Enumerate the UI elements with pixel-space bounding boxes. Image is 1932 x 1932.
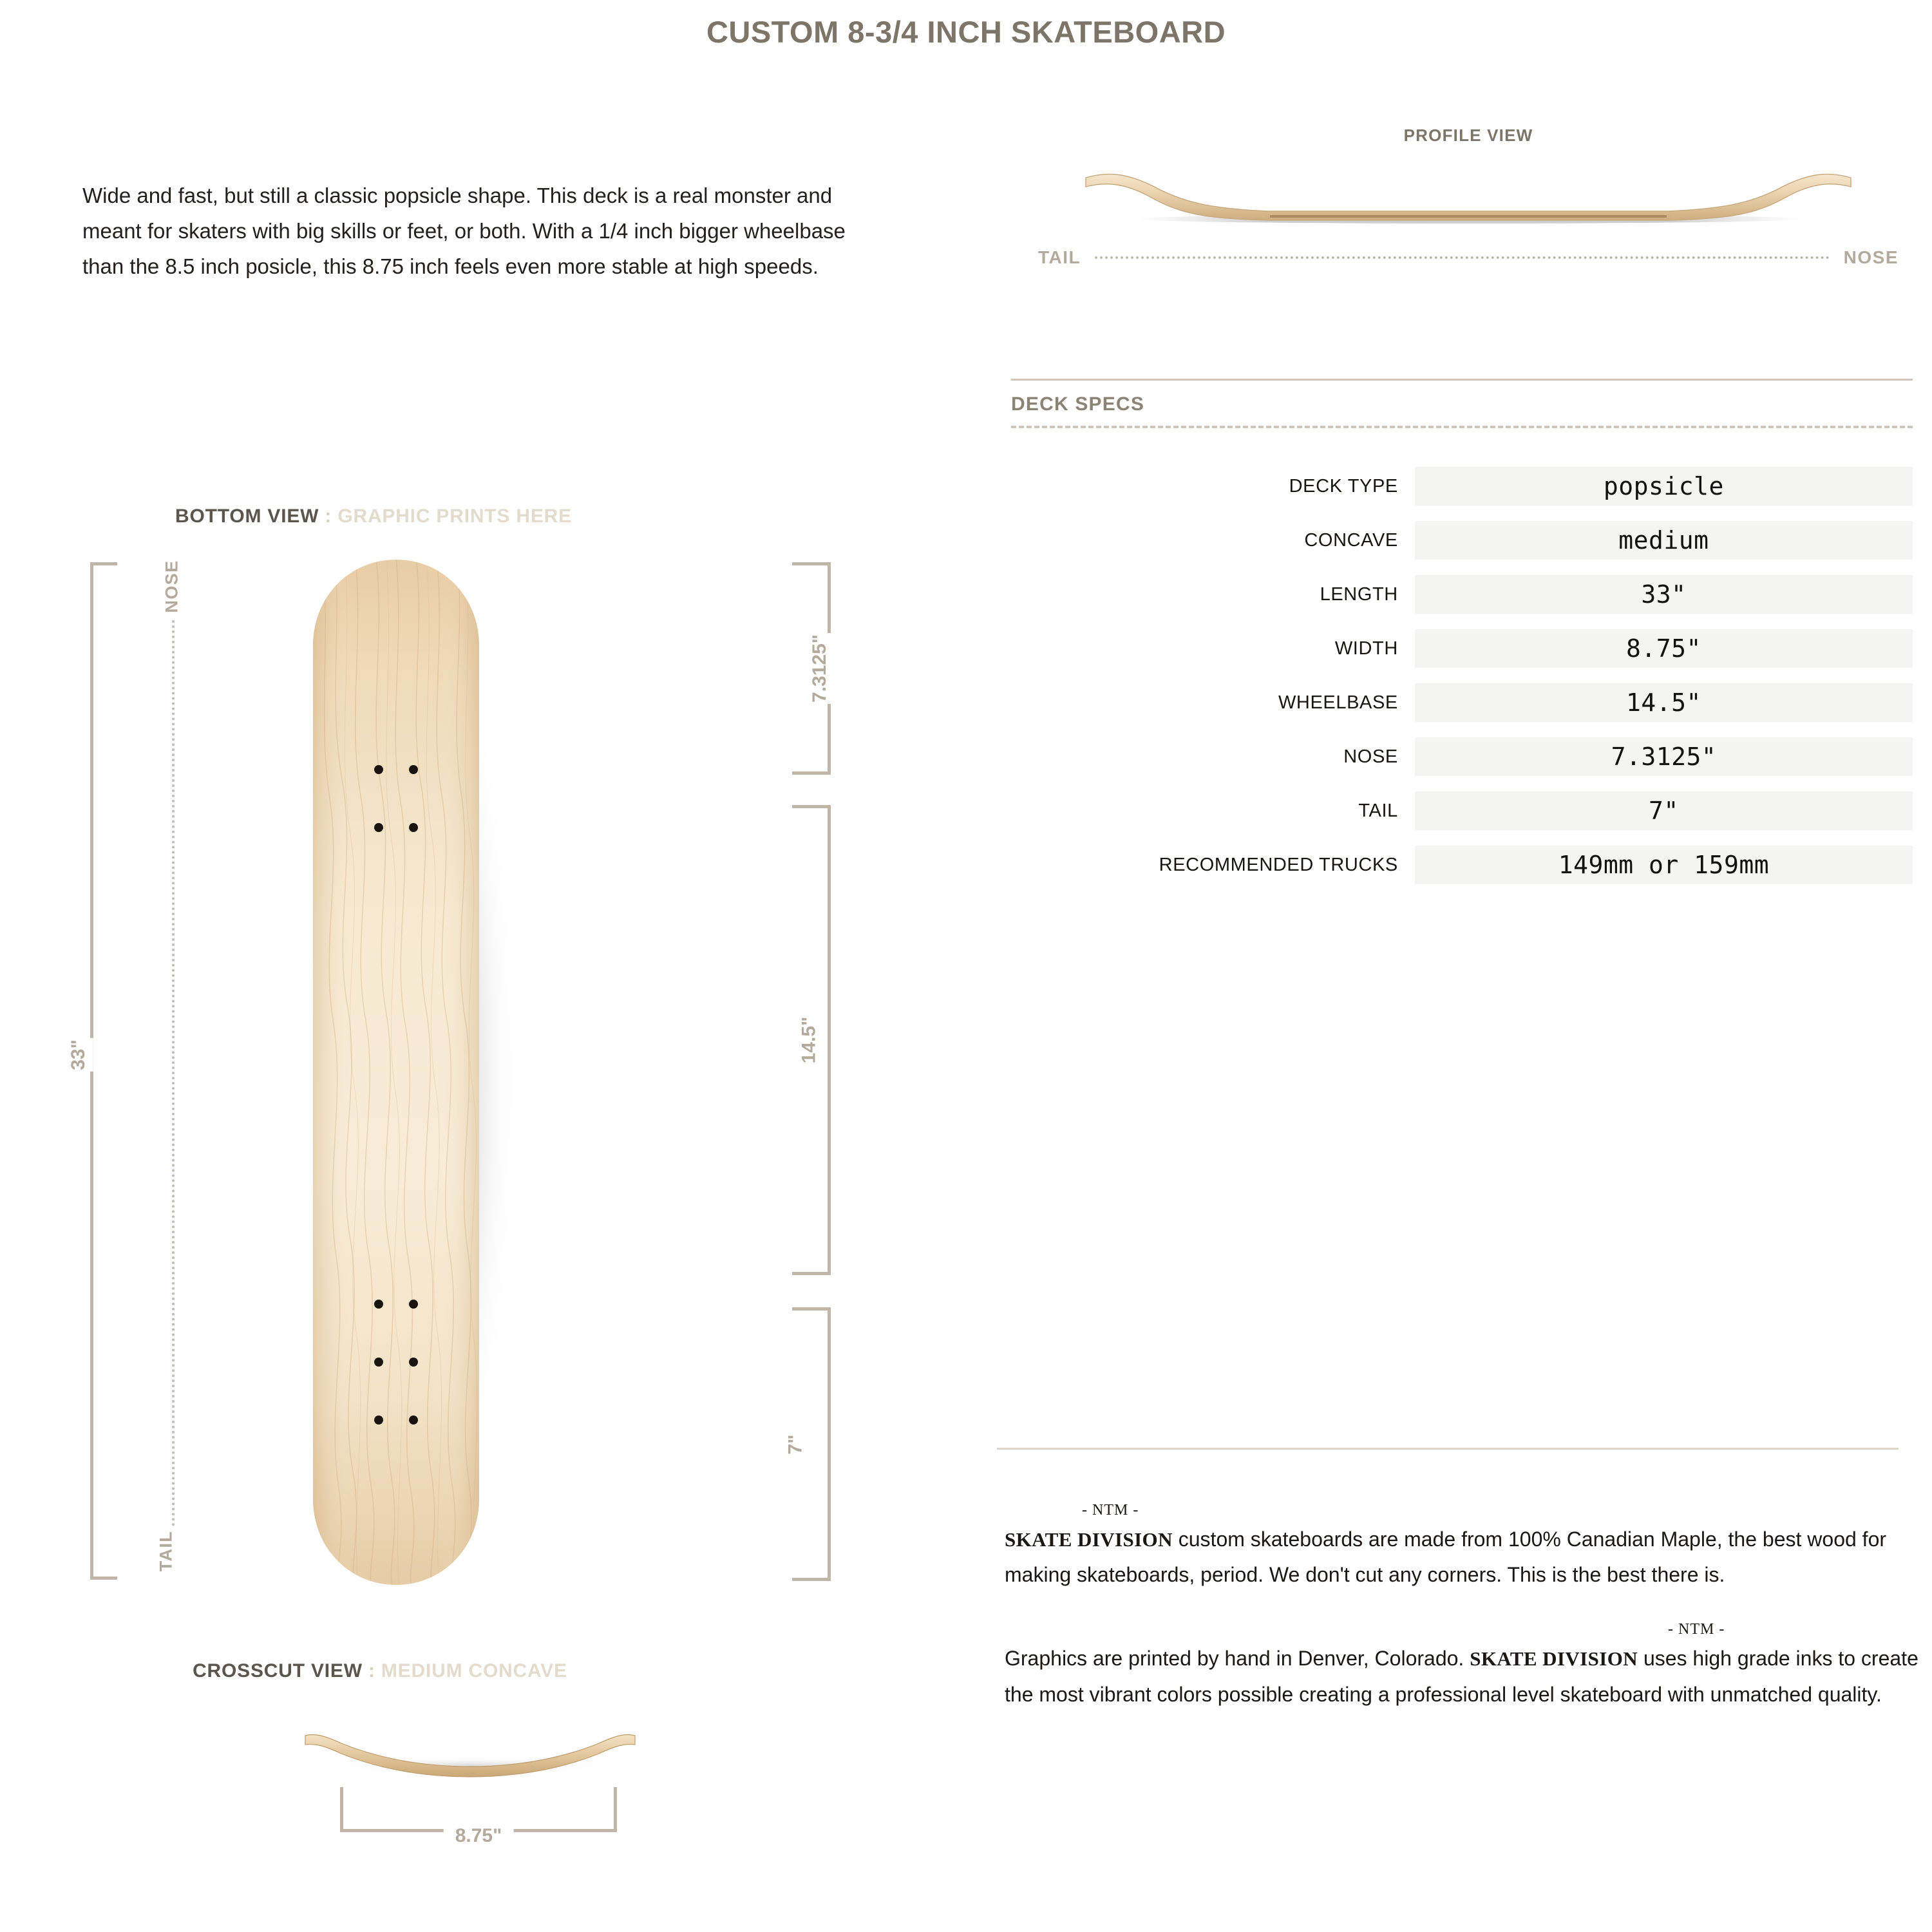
spec-label: NOSE (1343, 746, 1398, 767)
profile-view-illustration (1082, 160, 1855, 231)
spec-value: popsicle (1415, 467, 1913, 506)
notes-section (1005, 1497, 1926, 1736)
brand-name-1: SKATE DIVISION (1005, 1528, 1173, 1551)
note-2-text-pre: Graphics are printed by hand in Denver, Colorado. (1005, 1646, 1470, 1670)
spec-value: 149mm or 159mm (1415, 846, 1913, 884)
crosscut-view-title: CROSSCUT VIEW (193, 1660, 363, 1681)
crosscut-width-label: 8.75" (444, 1825, 514, 1847)
spec-label: TAIL (1358, 800, 1398, 821)
profile-tail-label: TAIL (1038, 247, 1081, 267)
spec-value: 8.75" (1415, 629, 1913, 668)
nose-tail-axis (156, 557, 185, 1587)
deck-nose-label: NOSE (162, 560, 182, 613)
note-2-text-post: uses high grade inks to create the most vibrant colors possible creating a professional level skateboard with unmatched quality. (1005, 1646, 1918, 1706)
spec-label: DECK TYPE (1289, 475, 1398, 497)
crosscut-width-dimension (340, 1787, 617, 1846)
spec-label: WIDTH (1334, 638, 1398, 659)
table-row (1011, 467, 1913, 506)
ntm-mark-1: - NTM - (1082, 1502, 1139, 1519)
nose-dimension-label: 7.3125" (804, 633, 836, 704)
deck-tail-label: TAIL (156, 1530, 176, 1572)
ntm-mark-2: - NTM - (1668, 1621, 1725, 1638)
note-paragraph-1 (1005, 1497, 1926, 1593)
crosscut-illustration (296, 1716, 644, 1794)
wheelbase-dimension-label: 14.5" (793, 1016, 825, 1065)
spec-value: medium (1415, 521, 1913, 560)
wheelbase-dimension (792, 805, 831, 1275)
bottom-view-diagram (0, 551, 940, 1594)
nose-tail-dotted-line (172, 620, 175, 1527)
deck-specs-heading: DECK SPECS (1011, 393, 1145, 415)
bottom-view-heading (0, 506, 747, 527)
note-paragraph-2 (1005, 1616, 1926, 1712)
page-title: CUSTOM 8-3/4 INCH SKATEBOARD (706, 15, 1226, 49)
table-row (1011, 521, 1913, 560)
spec-label: WHEELBASE (1278, 692, 1398, 713)
bottom-view-subtitle: GRAPHIC PRINTS HERE (337, 506, 572, 527)
skateboard-deck-image (296, 557, 496, 1587)
spec-value: 14.5" (1415, 683, 1913, 722)
note-1-text: custom skateboards are made from 100% Canadian Maple, the best wood for making skateboards, period. We don't cut any corners. This is the best there is. (1005, 1527, 1887, 1587)
table-row (1011, 629, 1913, 668)
bottom-view-title: BOTTOM VIEW (175, 506, 319, 527)
profile-axis (1018, 245, 1919, 270)
brand-name-2: SKATE DIVISION (1470, 1647, 1638, 1670)
table-row (1011, 737, 1913, 776)
deck-specs-section (1011, 379, 1913, 900)
table-row (1011, 683, 1913, 722)
product-description: Wide and fast, but still a classic popsicle shape. This deck is a real monster and meant for skaters with big skills or feet, or both. With a 1/4 inch bigger wheelbase than the 8.5 inch posicle, this 8.75 inch feels even more stable at high speeds. (82, 184, 846, 278)
table-row (1011, 846, 1913, 884)
spec-value: 33" (1415, 575, 1913, 614)
spec-value: 7" (1415, 791, 1913, 830)
spec-label: LENGTH (1320, 583, 1398, 605)
nose-dimension (792, 562, 831, 775)
crosscut-view-heading (0, 1660, 760, 1682)
deck-specs-table (1011, 451, 1913, 900)
crosscut-view-separator: : (362, 1660, 381, 1681)
table-row (1011, 791, 1913, 830)
tail-dimension (784, 1307, 831, 1581)
spec-value: 7.3125" (1415, 737, 1913, 776)
bottom-view-separator: : (319, 506, 338, 527)
specs-dashed-rule (1011, 426, 1913, 428)
table-row (1011, 575, 1913, 614)
profile-axis-dotted-line (1095, 256, 1830, 259)
tail-dimension-label: 7" (779, 1433, 811, 1455)
profile-nose-label: NOSE (1843, 247, 1899, 267)
spec-label: RECOMMENDED TRUCKS (1159, 854, 1398, 875)
spec-label: CONCAVE (1304, 529, 1398, 551)
length-dimension-bracket (90, 562, 117, 1580)
profile-view-heading: PROFILE VIEW (1403, 126, 1533, 145)
notes-divider-rule (997, 1448, 1899, 1450)
crosscut-view-subtitle: MEDIUM CONCAVE (381, 1660, 567, 1681)
profile-view-section (1018, 126, 1919, 270)
length-dimension-label: 33" (64, 1038, 93, 1072)
